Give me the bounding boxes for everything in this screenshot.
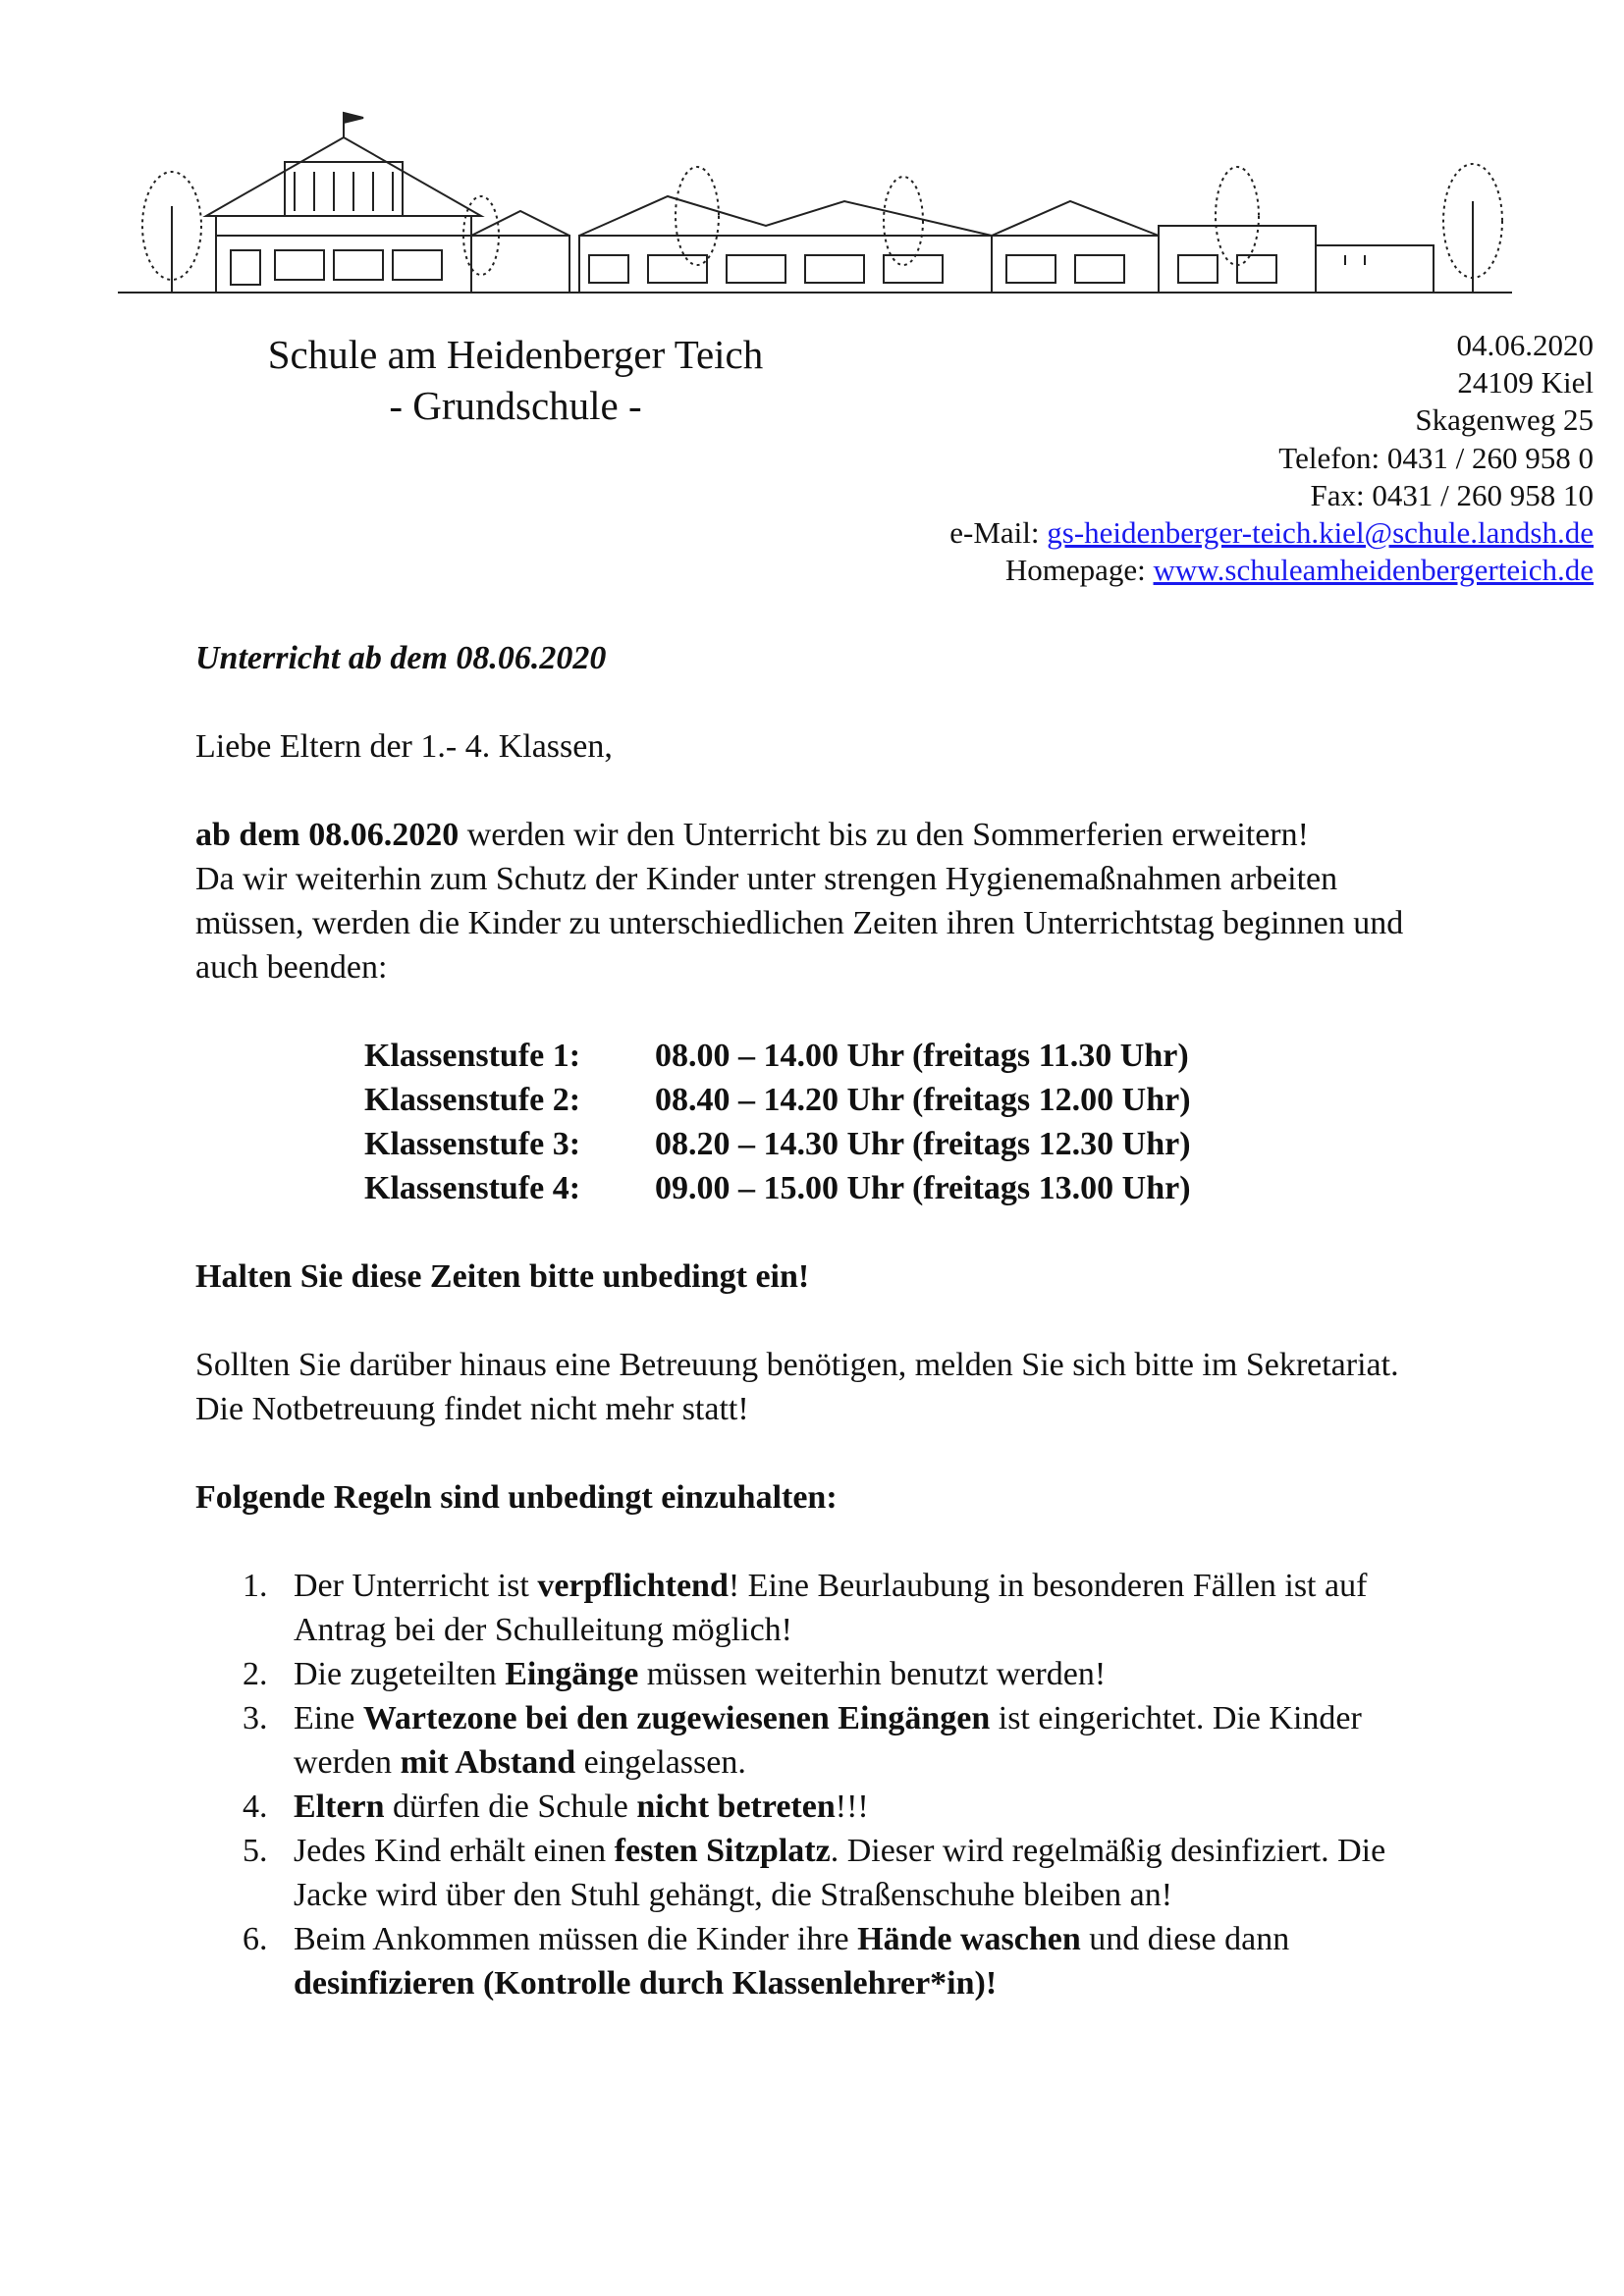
rules-heading: Folgende Regeln sind unbedingt einzuhalten: [195, 1479, 838, 1516]
email-link[interactable]: gs-heidenberger-teich.kiel@schule.landsh.de [1047, 515, 1594, 551]
phone-number: Telefon: 0431 / 260 958 0 [1278, 440, 1594, 475]
middle-building [463, 167, 992, 293]
email-line [949, 514, 1594, 552]
school-name-block [196, 329, 835, 431]
letter-body [195, 636, 1472, 2005]
schedule-level: Klassenstufe 4: [364, 1170, 581, 1206]
rules-list [195, 1564, 1472, 2005]
intro-paragraph-2: Da wir weiterhin zum Schutz der Kinder unter strengen Hygienemaßnahmen arbeiten müssen, werden die Kinder zu unterschiedlichen Zeiten ihren Unterrichtstag beginnen und auch beenden: [195, 861, 1404, 986]
list-item: 2. Die zugeteilten Eingänge müssen weiterhin benutzt werden! [243, 1656, 1107, 1692]
homepage-label: Homepage: [1004, 553, 1154, 588]
school-type: - Grundschule - [389, 383, 642, 428]
keep-times-note: Halten Sie diese Zeiten bitte unbedingt ein! [195, 1258, 810, 1295]
schedule-level: Klassenstufe 2: [364, 1082, 581, 1118]
right-building [992, 167, 1434, 293]
list-item: 3. Eine Wartezone bei den zugewiesenen Eingängen ist eingerichtet. Die Kinder werden mit Abstand eingelassen. [243, 1700, 1362, 1781]
tree-right [1443, 164, 1502, 293]
letter-subject: Unterricht ab dem 08.06.2020 [195, 640, 607, 676]
school-building-illustration [118, 108, 1512, 304]
intro-date: ab dem 08.06.2020 [195, 817, 460, 853]
schedule-times: 08.20 – 14.30 Uhr (freitags 12.30 Uhr) [655, 1126, 1191, 1162]
list-item: 1. Der Unterricht ist verpflichtend! Eine Beurlaubung in besonderen Fällen ist auf Antrag bei der Schulleitung möglich! [243, 1568, 1368, 1648]
email-label: e-Mail: [949, 515, 1048, 551]
schedule-row [364, 1034, 1472, 1078]
contact-block [949, 327, 1594, 589]
schedule-row [364, 1166, 1472, 1210]
main-building [206, 113, 481, 293]
homepage-line [949, 552, 1594, 589]
schedule-times: 08.40 – 14.20 Uhr (freitags 12.00 Uhr) [655, 1082, 1191, 1118]
list-item: 6. Beim Ankommen müssen die Kinder ihre Hände waschen und diese dann desinfizieren (Kontrolle durch Klassenlehrer*in)! [243, 1921, 1290, 2002]
schedule-times: 08.00 – 14.00 Uhr (freitags 11.30 Uhr) [655, 1038, 1189, 1074]
greeting: Liebe Eltern der 1.- 4. Klassen, [195, 728, 613, 765]
school-name: Schule am Heidenberger Teich [267, 332, 764, 377]
schedule-times: 09.00 – 15.00 Uhr (freitags 13.00 Uhr) [655, 1170, 1191, 1206]
homepage-link[interactable]: www.schuleamheidenbergerteich.de [1153, 553, 1594, 588]
schedule-level: Klassenstufe 3: [364, 1126, 581, 1162]
schedule-row [364, 1122, 1472, 1166]
intro-text: werden wir den Unterricht bis zu den Sommerferien erweitern! [459, 817, 1309, 853]
care-note: Sollten Sie darüber hinaus eine Betreuung benötigen, melden Sie sich bitte im Sekretariat. Die Notbetreuung findet nicht mehr statt! [195, 1347, 1399, 1427]
street-address: Skagenweg 25 [1415, 402, 1594, 438]
list-item: 4. Eltern dürfen die Schule nicht betreten!!! [243, 1789, 869, 1825]
schedule-table [364, 1034, 1472, 1210]
schedule-row [364, 1078, 1472, 1122]
tree-left [142, 172, 201, 293]
schedule-level: Klassenstufe 1: [364, 1038, 581, 1074]
fax-number: Fax: 0431 / 260 958 10 [1310, 477, 1594, 512]
list-item: 5. Jedes Kind erhält einen festen Sitzplatz. Dieser wird regelmäßig desinfiziert. Die Jacke wird über den Stuhl gehängt, die Straßenschuhe bleiben an! [243, 1833, 1386, 1913]
postal-city: 24109 Kiel [1457, 365, 1594, 400]
intro-paragraph [195, 813, 1472, 857]
letter-date: 04.06.2020 [1456, 328, 1594, 362]
